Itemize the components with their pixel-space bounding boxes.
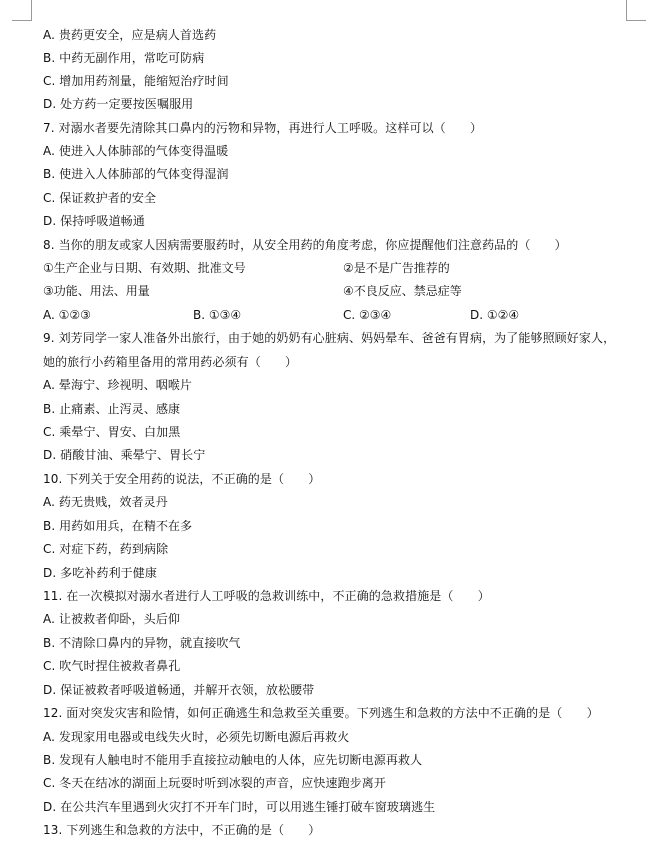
q6-option-d: D. 处方药一定要按医嘱服用: [43, 97, 194, 111]
q12-option-c: C. 冬天在结冰的湖面上玩耍时听到冰裂的声音，应快速跑步离开: [43, 776, 387, 790]
q7-stem: 7. 对溺水者要先清除其口鼻内的污物和异物，再进行人工呼吸。这样可以（ ）: [43, 121, 483, 135]
q12-option-a: A. 发现家用电器或电线失火时，必须先切断电源后再救火: [43, 730, 350, 744]
q9-option-d: D. 硝酸甘油、乘晕宁、胃长宁: [43, 448, 206, 462]
q12-option-d: D. 在公共汽车里遇到火灾打不开车门时，可以用逃生锤打破车窗玻璃逃生: [43, 800, 436, 814]
crop-mark-left-horizontal: [12, 20, 32, 21]
q13-stem: 13. 下列逃生和急救的方法中，不正确的是（ ）: [43, 823, 321, 837]
q6-option-b: B. 中药无副作用，常吃可防病: [43, 51, 205, 65]
q9-stem-line-2: 她的旅行小药箱里备用的常用药必须有（ ）: [43, 355, 298, 369]
q10-option-b: B. 用药如用兵，在精不在多: [43, 519, 193, 533]
q10-stem: 10. 下列关于安全用药的说法，不正确的是（ ）: [43, 472, 321, 486]
q8-option-c: C. ②③④: [343, 308, 392, 322]
q8-item-3: ③功能、用法、用量: [43, 284, 150, 298]
q11-option-a: A. 让被救者仰卧，头后仰: [43, 612, 180, 626]
q12-stem: 12. 面对突发灾害和险情，如何正确逃生和急救至关重要。下列逃生和急救的方法中不正确的是（ ）: [43, 706, 599, 720]
crop-mark-right-vertical: [626, 0, 627, 20]
q6-option-a: A. 贵药更安全，应是病人首选药: [43, 28, 217, 42]
q10-option-c: C. 对症下药，药到病除: [43, 542, 169, 556]
q8-item-4: ④不良反应、禁忌症等: [343, 284, 462, 298]
q10-option-a: A. 药无贵贱，效者灵丹: [43, 495, 168, 509]
q9-option-b: B. 止痛素、止泻灵、感康: [43, 402, 181, 416]
q8-item-2: ②是不是广告推荐的: [343, 261, 450, 275]
q7-option-d: D. 保持呼吸道畅通: [43, 214, 145, 228]
q11-option-b: B. 不清除口鼻内的异物，就直接吹气: [43, 636, 241, 650]
q8-option-d: D. ①②④: [470, 308, 520, 322]
q11-option-c: C. 吹气时捏住被救者鼻孔: [43, 659, 181, 673]
q11-option-d: D. 保证被救者呼吸道畅通，并解开衣领，放松腰带: [43, 683, 315, 697]
q10-option-d: D. 多吃补药利于健康: [43, 566, 157, 580]
q7-option-b: B. 使进入人体肺部的气体变得湿润: [43, 167, 229, 181]
q11-stem: 11. 在一次模拟对溺水者进行人工呼吸的急救训练中，不正确的急救措施是（ ）: [43, 589, 490, 603]
q6-option-c: C. 增加用药剂量，能缩短治疗时间: [43, 74, 229, 88]
q8-stem: 8. 当你的朋友或家人因病需要服药时，从安全用药的角度考虑，你应提醒他们注意药品的（ ）: [43, 238, 567, 252]
q7-option-c: C. 保证救护者的安全: [43, 191, 157, 205]
q12-option-b: B. 发现有人触电时不能用手直接拉动触电的人体，应先切断电源再救人: [43, 753, 423, 767]
q9-stem-line-1: 9. 刘芳同学一家人准备外出旅行，由于她的奶奶有心脏病、妈妈晕车、爸爸有胃病，为了能够照顾好家人，: [43, 331, 616, 345]
q8-option-b: B. ①③④: [193, 308, 242, 322]
q9-option-a: A. 晕海宁、珍视明、咽喉片: [43, 378, 193, 392]
q8-option-a: A. ①②③: [43, 308, 91, 322]
crop-mark-right-horizontal: [626, 20, 646, 21]
q7-option-a: A. 使进入人体肺部的气体变得温暖: [43, 144, 229, 158]
q8-item-1: ①生产企业与日期、有效期、批准文号: [43, 261, 246, 275]
q9-option-c: C. 乘晕宁、胃安、白加黑: [43, 425, 181, 439]
crop-mark-left-vertical: [31, 0, 32, 20]
